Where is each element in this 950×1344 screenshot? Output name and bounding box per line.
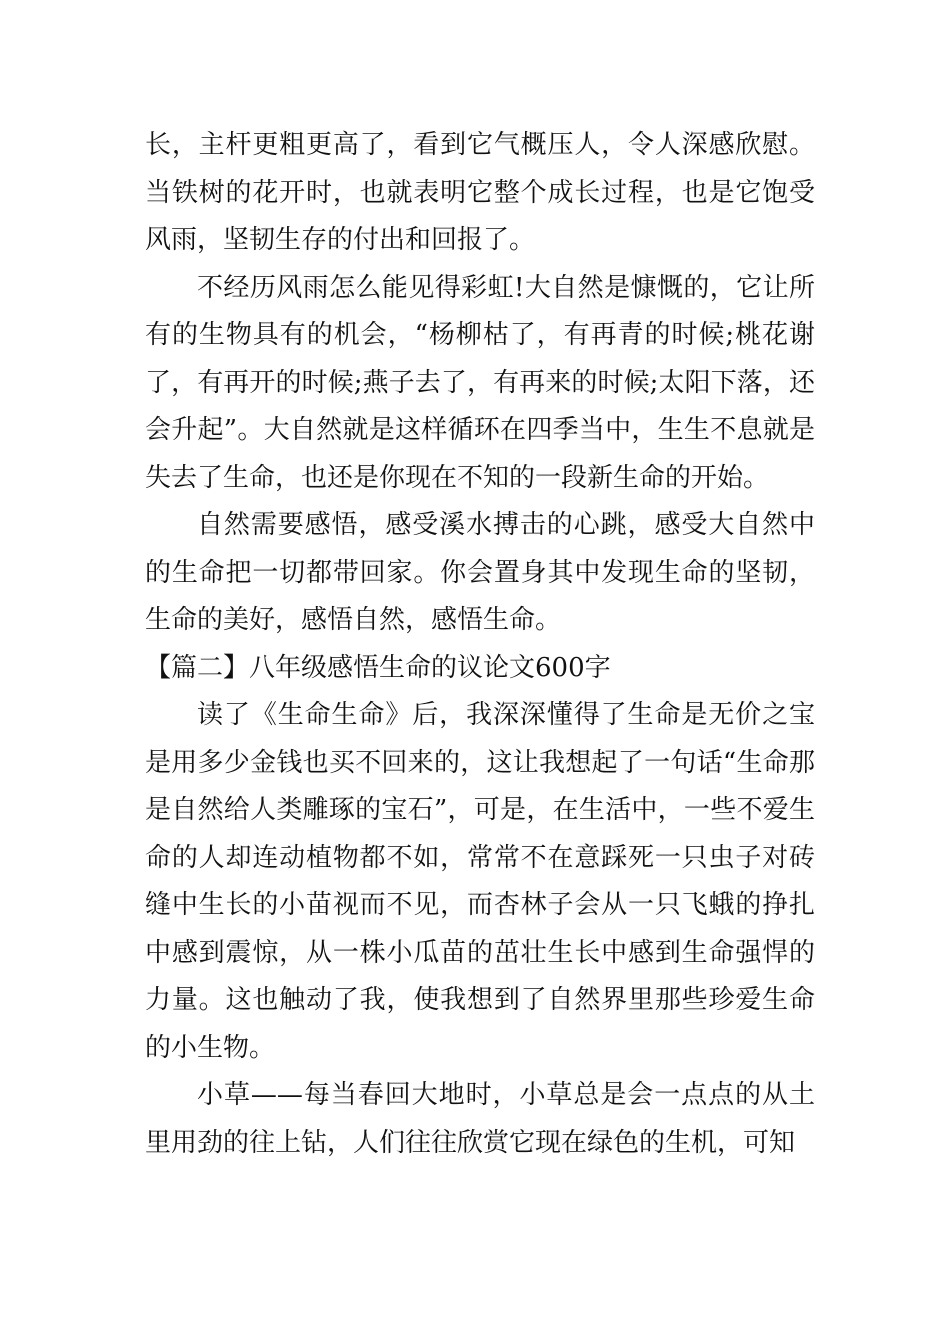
paragraph-reading-reflection: 读了《生命生命》后，我深深懂得了生命是无价之宝是用多少金钱也买不回来的，这让我想起了一句话“生命那是自然给人类雕琢的宝石”，可是，在生活中，一些不爱生命的人却连动植物都不如，常常不在意踩死一只虫子对砖缝中生长的小苗视而不见，而杏林子会从一只飞蛾的挣扎中感到震惊，从一株小瓜苗的茁壮生长中感到生命强悍的力量。这也触动了我，使我想到了自然界里那些珍爱生命的小生物。 — [145, 700, 815, 1063]
paragraph-continuation: 长，主杆更粗更高了，看到它气概压人，令人深感欣慰。当铁树的花开时，也就表明它整个成长过程，也是它饱受风雨，坚韧生存的付出和回报了。 — [145, 130, 815, 255]
paragraph-rainbow: 不经历风雨怎么能见得彩虹!大自然是慷慨的，它让所有的生物具有的机会，“杨柳枯了，有再青的时候;桃花谢了，有再开的时候;燕子去了，有再来的时候;太阳下落，还会升起”。大自然就是这样循环在四季当中，生生不息就是失去了生命，也还是你现在不知的一段新生命的开始。 — [145, 272, 815, 493]
paragraph-little-grass: 小草——每当春回大地时，小草总是会一点点的从土里用劲的往上钻，人们往往欣赏它现在绿色的生机，可知 — [145, 1080, 815, 1158]
section-heading: 【篇二】八年级感悟生命的议论文600字 — [145, 652, 611, 683]
document-body — [145, 122, 815, 1167]
paragraph-nature-insight: 自然需要感悟，感受溪水搏击的心跳，感受大自然中的生命把一切都带回家。你会置身其中发现生命的坚韧，生命的美好，感悟自然，感悟生命。 — [145, 510, 815, 635]
